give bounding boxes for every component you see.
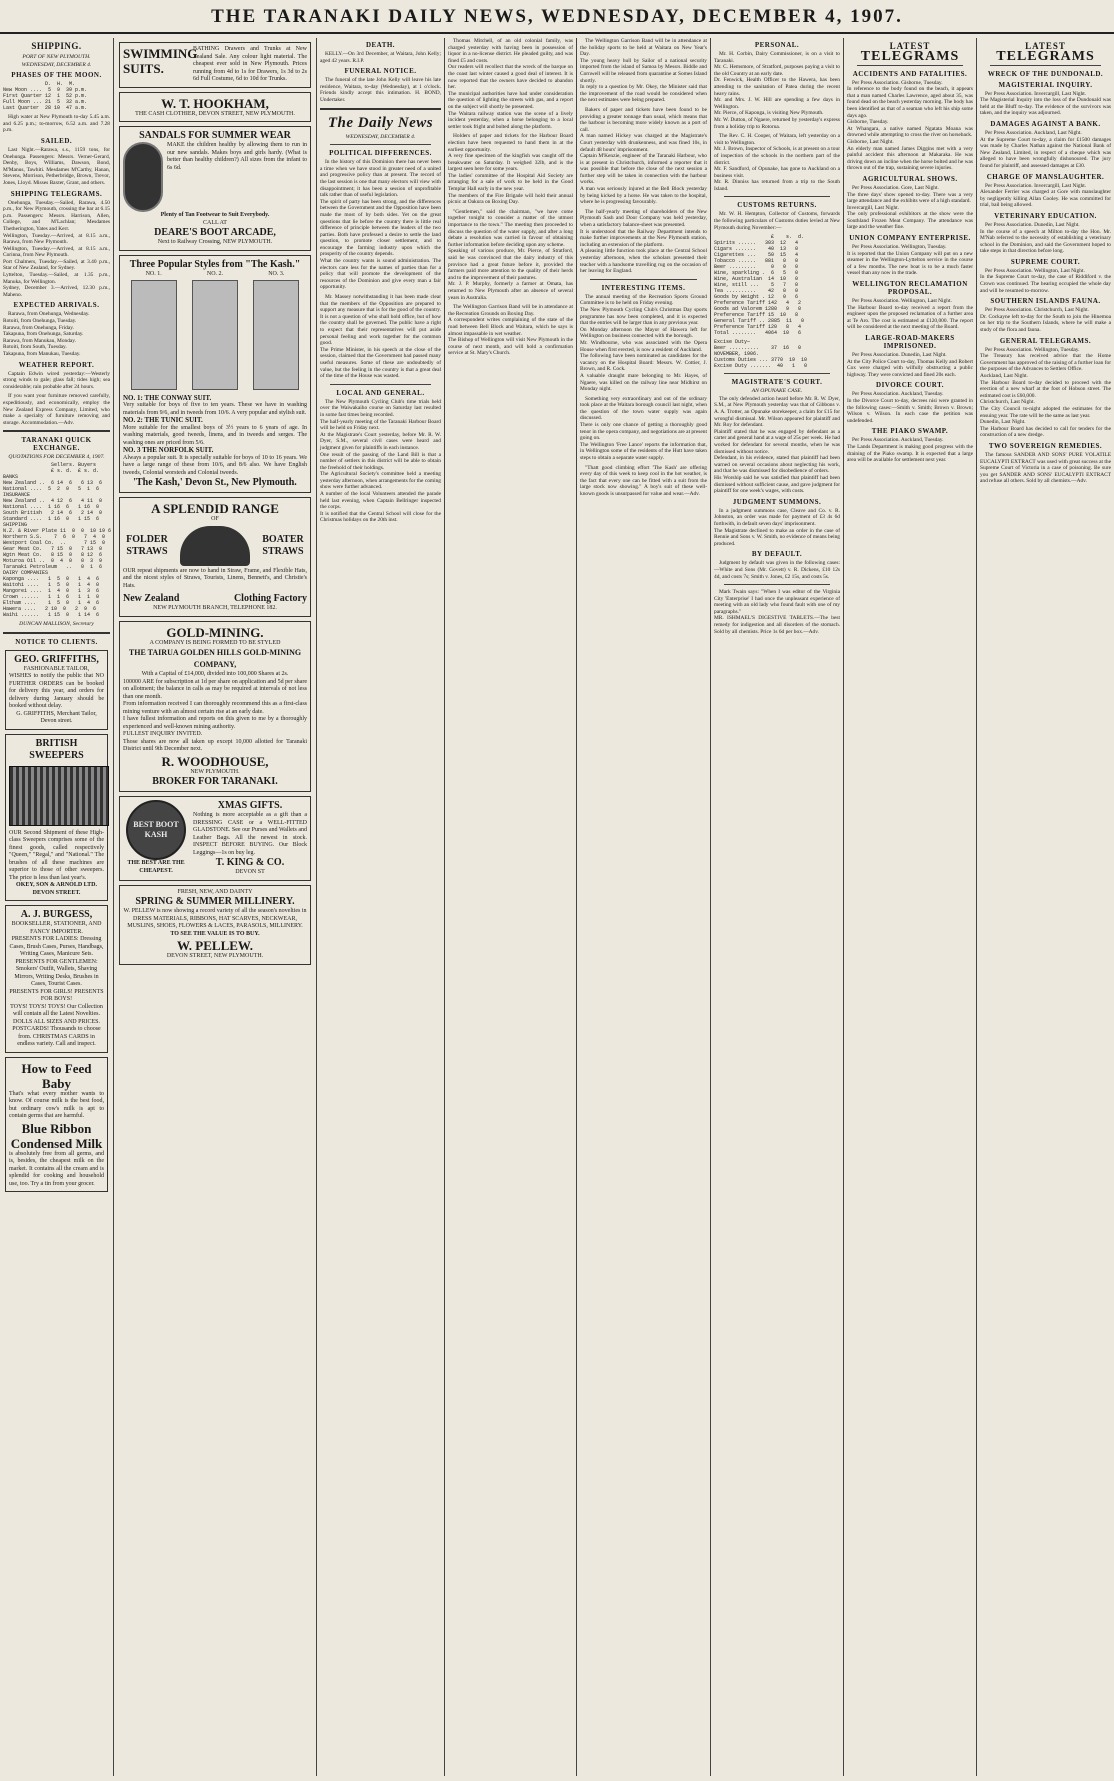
nz-branch: NEW PLYMOUTH BRANCH, TELEPHONE 182. bbox=[153, 605, 277, 612]
customs-heading: CUSTOMS RETURNS. bbox=[737, 201, 817, 210]
boy-figure-illustration bbox=[131, 280, 177, 390]
xmas-gifts-advert bbox=[119, 796, 311, 881]
range-text: OUR repeat shipments are now to hand in Straw, Frame, and Flexible Hats, and the nicest styles of Straws, Tourists, Linens, Bennett's, and Christie's Hats. bbox=[123, 567, 307, 589]
boater-straws: BOATER STRAWS bbox=[262, 533, 304, 557]
local-heading: LOCAL AND GENERAL. bbox=[336, 388, 425, 397]
sailed-text: Last Night.—Rarawa, s.s., 1159 tons, for Onehunga. Passengers: Messrs. Verner-Gerard, Denby, Boys, Williams, Dawson, Bond, M'Manus, Tawhiti. Mesdames M'Carthy, Hanan, Stevens, Morrison, Petherbridge, Brown, Trevor, Jones, Lloyd. Misses Baxter, Grant, and others. bbox=[3, 146, 110, 186]
blue-ribbon-text: is absolutely free from all germs, and is, besides, the cheapest milk on the market. It contains all the cream and is splendid for cooking and household use, too. Try a tin from your grocer. bbox=[9, 1150, 104, 1187]
sweepers-advert bbox=[5, 734, 108, 902]
millinery-title: SPRING & SUMMER MILLINERY. bbox=[135, 896, 295, 908]
magistrate-text: The only defended action heard before Mr. R. W. Dyer, S.M., at New Plymouth yesterday was that of Gibbons v. A. A. Trotter, an Opunake storekeeper, a claim for £15 for wrongful dismissal. Mr. Wilson appeared for plaintiff and Mr. Roy for defendant. Plaintiff stated that he was engaged by defendant as a carter and general hand at a wage of 25s per week. He had worked for defendant for several months, when he was dismissed without notice. Defendant, in his evidence, stated that plaintiff had been warned on several occasions about neglecting his work, and that he was dismissed for disobedience of orders. His Worship said he was satisfied that plaintiff had been dismissed without sufficient cause, and gave judgment for plaintiff for one week's wages, with costs. bbox=[714, 395, 840, 495]
kash-no3-text: Always a popular suit. It is specially suitable for boys of 10 to 16 years. We have a large range of these from 10/6, and 8/6 also. We have English tweeds, Colonial worsteds and Colonial tweeds. bbox=[123, 454, 307, 476]
column-personal bbox=[711, 38, 843, 1774]
feed-baby-advert bbox=[5, 1057, 108, 1193]
general-text: Per Press Association. Wellington, Tuesday. The Treasury has received advice that the Home Government has approved of the raising of a further loan for the purposes of the Advances to Settlers Office. Auckland, Last Night. The Harbour Board to-day decided to proceed with the erection of a new wharf at the foot of Hobson street. The estimated cost is £60,000. Christchurch, Last Night. The City Council to-night adopted the estimates for the ensuing year. The rate will be the same as last year. Dunedin, Last Night. The Harbour Board has decided to call for tenders for the construction of a new dredge. bbox=[980, 346, 1111, 439]
vet-text: Per Press Association. Dunedin, Last Night. In the course of a speech at Milton to-day the Hon. Mr. M'Nab referred to the necessity of establishing a veterinary school in the Dominion, and said the Government hoped to take steps in that direction before long. bbox=[980, 221, 1111, 255]
news-text-b: Bakers of paper and tickets have been found to be providing a greater tonnage than usual, which means that the harbour is becoming more widely known as a port of call. A man named Hickey was charged at the Magistrate's Court yesterday with drunkenness, and was fined 10s, in default 48 hours' imprisonment. Captain M'Kenzie, engineer of the Taranaki Harbour, who is at present in Christchurch, informed a reporter that it was possible that before the close of the next session a further step will be taken in connection with the harbour works. A man was seriously injured at the Bell Block yesterday by being kicked by a horse. He was taken to the hospital, where he is progressing favourably. bbox=[580, 106, 707, 206]
swimming-title: SWIMMING SUITS. bbox=[123, 46, 198, 76]
exchange-heading: TARANAKI QUICK EXCHANGE. bbox=[21, 436, 92, 453]
news-text-b: Holders of paper and tickets for the Harbour Board election have been requested to hand them in at the earliest opportunity. A very fine specimen of the kingfish was caught off the breakwater on Saturday. It weighed 32lb, and is the largest seen here for some years. The ladies' committee of the Hospital Aid Society are arranging for a sale of work to be held in the Good Templar Hall early in the new year. The members of the Fire Brigade will hold their annual picnic at Oakura on Boxing Day. bbox=[448, 133, 573, 206]
sandals-text: MAKE the children healthy by allowing them to run in our new sandals. Makes boys and girls hardy. (What is better than healthy children?) All sizes from the infant to 6s 6d. bbox=[167, 142, 307, 171]
sandals-advert bbox=[119, 126, 311, 251]
road-makers-text: Per Press Association. Dunedin, Last Night. At the City Police Court to-day, Thomas Kelly and Robert Cox were charged with wilfully obstructing a public highway. They were convicted and fined 20s each. bbox=[847, 352, 973, 378]
gold-title: GOLD-MINING. bbox=[166, 624, 264, 640]
personal-heading: PERSONAL. bbox=[754, 41, 800, 49]
default-text: Judgment by default was given in the following cases:—White and Sons (Mr. Govett) v. R. Dickens, £10 12s 4d, and costs 7s; Smith v. Jones, £2 15s, and costs 5s. bbox=[714, 560, 840, 580]
magistrate-heading: MAGISTRATE'S COURT. bbox=[731, 378, 823, 387]
shipping-heading: SHIPPING. bbox=[31, 41, 82, 51]
accidents-text: Per Press Association. Gisborne, Tuesday. In reference to the body found on the beach, it appears that a man named Charles Lawrence, aged about 35, was found dead on the beach yesterday morning. The body has been identified as that of a seaman who left his ship some days ago. Gisborne, Tuesday. At Whangara, a native named Ngatata Moana was drowned while attempting to cross the river on horseback. Gisborne, Last Night. An elderly man named James Diggins met with a very painful accident this afternoon at Makaraka. He was driving down an incline when the horse bolted and he was thrown out of the trap, sustaining severe injuries. bbox=[847, 79, 973, 172]
road-makers-heading: LARGE-ROAD-MAKERS IMPRISONED. bbox=[865, 334, 955, 350]
sandals-title: SANDALS FOR SUMMER WEAR bbox=[139, 130, 291, 141]
boy-figure-illustration bbox=[192, 280, 238, 390]
weather-text: Captain Edwin wired yesterday:—Westerly strong winds to gale; glass fall; tides high; sea considerable; rain probable after 24 hours. bbox=[3, 370, 110, 390]
straw-hats-advert bbox=[119, 497, 311, 617]
masthead bbox=[0, 0, 1114, 34]
column-editorial bbox=[317, 38, 444, 1774]
political-text-continued: Mr. Massey notwithstanding it has been made clear that the members of the Opposition are prepared to support any measure that is for the good of the country. It is not a question of who shall hold office, but of how the country shall be governed. The public have a right to expect that their representatives will put aside personal feeling and work together for the common good. The Prime Minister, in his speech at the close of the session, claimed that the Government had passed many useful measures. Some of these are undoubtedly of value, but the feeling in the country is that a great deal of the time of the House was wasted. bbox=[320, 294, 441, 380]
divorce-text: Per Press Association. Auckland, Tuesday. In the Divorce Court to-day, decrees nisi were granted in the following cases:—Smith v. Smith; Brown v. Brown; Wilson v. Wilson. In each case the petition was undefended. bbox=[847, 391, 973, 424]
sweeper-illustration bbox=[9, 766, 109, 826]
union-heading: UNION COMPANY ENTERPRISE. bbox=[849, 234, 971, 243]
xmas-title: XMAS GIFTS. bbox=[217, 800, 283, 812]
pellew-address: DEVON STREET, NEW PLYMOUTH. bbox=[166, 953, 264, 960]
griffiths-signature: G. GRIFFITHS, Merchant Tailor, Devon street. bbox=[16, 710, 97, 725]
millinery-advert bbox=[119, 885, 311, 965]
nz-right: Clothing Factory bbox=[233, 593, 307, 605]
political-text: In the history of this Dominion there has never been a time when we have stood in greater need of a united and progressive policy than at present. The record of the last session is one that many electors will view with disappointment; it has been a session of unprofitable talk rather than of useful legislation. The spirit of party has been strong, and the differences between the Government and the Opposition have been made the most of by both sides. Yet on the great questions that lie before the country there is little real difference of principle between the leaders of the two parties. Both have professed a desire to settle the land question, to promote closer settlement, and to encourage the farming industry upon which the prosperity of the country depends. What the country wants is sound administration. The electors care less for the names of parties than for a policy that will promote the development of the resources of the Dominion and give every man a fair opportunity. bbox=[320, 159, 441, 291]
divorce-heading: DIVORCE COURT. bbox=[876, 381, 944, 390]
divider bbox=[990, 65, 1101, 66]
magistrate-subheading: AN OPUNAKE CASE. bbox=[751, 388, 803, 395]
feed-baby-title: How to Feed Baby bbox=[21, 1060, 92, 1091]
swimming-text: BATHING Drawers and Trunks at New Zealand Sale. Any colour light material. The cheapest ever sold in New Plymouth. Prices running from 4d to 1s for Drawers, 1s 3d to 2s 6d Full Costume, 6d to 10d for Trunks. bbox=[193, 46, 307, 82]
exchange-subheading: QUOTATIONS FOR DECEMBER 4, 1907. bbox=[8, 454, 105, 461]
deare-name: DEARE'S BOOT ARCADE, bbox=[154, 227, 276, 238]
interesting-text: The annual meeting of the Recreation Sports Ground Committee is to be held on Friday evening. The New Plymouth Cycling Club's Christmas Day sports programme has now been completed, and it is expected that the entries will be larger than in any previous year. On Monday afternoon the Mayor of Hawera left for Wellington on business connected with the borough. Mr. Windbourne, who was associated with the Opera House when first erected, is now a resident of Auckland. The following have been nominated as candidates for the vacancy on the Hospital Board: Messrs. W. Cottier, J. Brown, and R. Cock. A valuable draught mare belonging to Mr. Hayes, of Ngaere, was killed on the railway line near Midhirst on Monday night. bbox=[580, 293, 707, 393]
blue-ribbon-title: Blue Ribbon Condensed Milk bbox=[10, 1120, 103, 1151]
default-heading: BY DEFAULT. bbox=[751, 550, 803, 559]
exchange-signature: DUNCAN MALLISON, Secretary bbox=[19, 620, 94, 627]
union-text: Per Press Association. Wellington, Tuesday. It is reported that the Union Company will put on a new steamer in the Wellington-Lyttelton service in the course of a few months. The new boat is to be a much faster vessel than any now in the trade. bbox=[847, 244, 973, 277]
notice-heading: NOTICE TO CLIENTS. bbox=[15, 637, 98, 646]
divider bbox=[724, 196, 830, 197]
griffiths-text: WISHES to notify the public that NO FURTHER ORDERS can be booked for delivery this year, and orders for delivery during January should be booked without delay. bbox=[9, 673, 104, 710]
divider bbox=[330, 144, 431, 145]
accidents-heading: ACCIDENTS AND FATALITIES. bbox=[852, 69, 968, 78]
manslaughter-text: Per Press Association. Invercargill, Last Night. Alexander Ferrier was charged at Gore with manslaughter by negligently killing Allan Cooley. He was committed for trial, bail being allowed. bbox=[980, 182, 1111, 209]
woodhouse-subtitle: NEW PLYMOUTH. bbox=[190, 768, 240, 775]
gold-subtitle: A COMPANY IS BEING FORMED TO BE STYLED bbox=[149, 639, 281, 646]
griffiths-advert bbox=[5, 650, 108, 730]
burgess-title: A. J. BURGESS, bbox=[20, 909, 93, 921]
funeral-heading: FUNERAL NOTICE. bbox=[344, 67, 417, 76]
divider bbox=[590, 279, 697, 280]
kash-title: Three Popular Styles from "The Kash." bbox=[129, 258, 301, 270]
inquiry-text: Per Press Association. Invercargill, Last Night. The Magisterial Inquiry into the loss of the Dundonald was held at the Bluff to-day. The evidence of the survivors was taken, and the inquiry was adjourned. bbox=[980, 90, 1111, 117]
sweepers-firm: OKEY, SON & ARNOLD LTD. DEVON STREET. bbox=[16, 882, 97, 896]
sweepers-text: OUR Second Shipment of these High-class Sweepers comprises some of the finest goods, called respectively "Queen," "Regal," and "National." The brushes of all these machines are superior to those of other sweepers. The price is less than last year's. bbox=[9, 829, 104, 881]
woodhouse-name: R. WOODHOUSE, bbox=[161, 753, 269, 769]
kash-label: NO. 3. bbox=[268, 270, 285, 277]
feed-baby-text: That's what every mother wants to know. Of course milk is the best food, but ordinary cow's milk is apt to contain germs that are harmful. bbox=[9, 1090, 104, 1120]
fauna-heading: SOUTHERN ISLANDS FAUNA. bbox=[990, 297, 1101, 306]
kash-no1-text: Very suitable for boys of five to ten years. These we have in washing materials from 9/6, and in tweeds from 10/6. A very popular and stylish suit. bbox=[123, 402, 307, 416]
tking-name: T. KING & CO. bbox=[215, 857, 285, 869]
column-adverts bbox=[114, 38, 316, 1774]
reclamation-text: Per Press Association. Wellington, Last Night. The Harbour Board to-day received a report from the engineer upon the proposed reclamation of a further area at Te Aro. The cost is estimated at £120,000. The report will be considered at the next meeting of the Board. bbox=[847, 298, 973, 331]
kash-no2-text: More suitable for the smallest boys of 3½ years to 6 years of age. In washing materials, good tweeds, linens, and in tweeds and serges. The washing ones are priced from 5/6. bbox=[123, 424, 307, 446]
news-text-d: Something very extraordinary and out of the ordinary took place at the Waitara borough council last night, when the question of the town water supply was again discussed. There is only one chance of getting a thoroughly good tenor in the opera company, and negotiations are at present going on. The Wellington 'Free Lance' reports the information that, in Wellington some of the residents of the Hutt have taken steps to obtain a separate water supply. bbox=[580, 395, 707, 462]
port-line: PORT OF NEW PLYMOUTH. bbox=[22, 54, 91, 60]
millinery-items: DRESS MATERIALS, RIBBONS, HAT SCARVES, NECKWEAR, MUSLINS, SHOES, FLOWERS & LACES, PARASOLS, MILLINERY. bbox=[127, 915, 303, 930]
millinery-text: W. PELLEW is now showing a record variety of all the season's novelties in bbox=[123, 908, 307, 915]
closing-text: Mark Twain says: "When I was editor of the Virginia City 'Enterprise' I had once the unpleasant experience of meeting with an old lady who found fault with one of my paragraphs." MR. ISHMAEL'S DIGESTIVE TABLETS.—The best remedy for indigestion and all disorders of the stomach. Sold by all chemists. Price 1s 6d per box.—Adv. bbox=[714, 589, 840, 635]
sweepers-title: BRITISH SWEEPERS bbox=[29, 737, 84, 761]
tide-text: High water at New Plymouth to-day 5.45 a.m. and 6.25 p.m.; to-morrow, 6.52 a.m. and 7.28 p.m. bbox=[3, 114, 110, 134]
kash-no3-title: NO. 3 THE NORFOLK SUIT. bbox=[123, 446, 214, 455]
boy-figure-illustration bbox=[253, 280, 299, 390]
piako-text: Per Press Association. Auckland, Tuesday. The Lands Department is making good progress with the draining of the Piako swamp. It is expected that a large area will be available for settlement next year. bbox=[847, 437, 973, 464]
customs-table: £ s. d. Spirits ...... 303 12 4 Cigars ....... 40 13 0 Cigarettes ... 50 15 4 Tobacco ...... 881 0 0 Beer ......... 0 0 0 Wine, sparkling . 6 5 0 Wine, Australian 14 10 0 Wine, still ... 5 7 0 Tea .......... 42 0 0 Goods by Weight . 12 0 6 Preference Tariff 142 4 2 Goods ad Valorem 1280 9 0 Preference Tariff 15 10 8 General Tariff .. 2885 11 0 Preference Tariff 120 8 4 Total ........ 4064 10 6 bbox=[714, 234, 805, 337]
remedies-text: The famous SANDER AND SONS' PURE VOLATILE EUCALYPTI EXTRACT was used with great success at the Supreme Court of Victoria in a case of poisoning. Be sure you get SANDER AND SONS' EUCALYPTI EXTRACT and refuse all others. Sold by all chemists.—Adv. bbox=[980, 451, 1111, 485]
nz-left: New Zealand bbox=[123, 593, 180, 605]
divider bbox=[3, 430, 110, 432]
moon-table: D. H. M. New Moon .... 5 9 39 p.m. First Quarter 12 1 52 p.m. Full Moon ... 21 5 32 a.m. Last Quarter 28 10 47 a.m. bbox=[3, 81, 88, 112]
manslaughter-heading: CHARGE OF MANSLAUGHTER. bbox=[986, 172, 1105, 181]
burgess-subtitle: BOOKSELLER, STATIONER, AND FANCY IMPORTER. bbox=[11, 921, 102, 935]
swimming-advert bbox=[119, 42, 311, 88]
remedies-heading: TWO SOVEREIGN REMEDIES. bbox=[988, 441, 1103, 450]
vet-heading: VETERINARY EDUCATION. bbox=[994, 211, 1097, 220]
dundonald-heading: WRECK OF THE DUNDONALD. bbox=[987, 69, 1104, 78]
kash-advert bbox=[119, 255, 311, 494]
local-text: The New Plymouth Cycling Club's time trials held over the Waiwakaiho course on Saturday last resulted in some fast times being recorded. The half-yearly meeting of the Taranaki Harbour Board will be held on Friday next. At the Magistrate's Court yesterday, before Mr. R. W. Dyer, S.M., several civil cases were heard and judgment given for plaintiffs in each instance. One result of the passing of the Land Bill is that a number of settlers in this district will be able to obtain the freehold of their holdings. The Agricultural Society's committee held a meeting yesterday afternoon, when arrangements for the coming show were further advanced. A number of the local Volunteers attended the parade held last evening, when Captain Bellringer inspected the corps. It is notified that the Central School will close for the Christmas holidays on the 20th inst. bbox=[320, 398, 441, 524]
news-text-e: "Thatt good climbing effort 'The Kash' are offering every day of this week to keep cool in the hot weather, is the fact that every one can be fitted with a suit from the large stock now showing." A boy's suit of these well-known goods is unsurpassed for value and wear.—Adv. bbox=[580, 464, 707, 497]
judgment-heading: JUDGMENT SUMMONS. bbox=[732, 497, 822, 506]
supreme-heading: SUPREME COURT. bbox=[1010, 257, 1081, 266]
news-text-c: "Gentlemen," said the chairman, "we have come together tonight to consider a matter of the utmost importance to the town." The meeting then proceeded to discuss the question of the water supply, and after a long debate a resolution was carried in favour of obtaining further information before deciding upon any scheme. Speaking of various produce, Mr. Pierce, of Stratford, said he was convinced that the dairy industry of this province had a great future before it, provided the farmers paid more attention to the quality of their herds and to the improvement of their pastures. Mr. J. P. Murphy, formerly a farmer at Omata, has returned to New Plymouth after an absence of several years in Australia. bbox=[448, 208, 573, 301]
general-heading: GENERAL TELEGRAMS. bbox=[999, 336, 1092, 345]
column-news-2 bbox=[577, 38, 710, 1774]
tking-address: DEVON ST bbox=[235, 869, 265, 876]
masthead-title: THE TARANAKI DAILY NEWS, WEDNESDAY, DECEMBER 4, 1907. bbox=[211, 6, 903, 27]
personal-text: Mr. H. Corbin, Dairy Commissioner, is on a visit to Taranaki. Mr. C. Hemsmore, of Stratford, purposes paying a visit to the old Country at an early date. Dr. Fenwick, Health Officer to the Hawera, has been attending to the sanitation of Patea during the recent heavy rains. Mr. and Mrs. J. W. Hill are spending a few days in Wellington. Mr. Pierce, of Kaponga, is visiting New Plymouth. Mr. W. Dutton, of Ngaere, returned by yesterday's express from a holiday trip to Rotorua. bbox=[714, 51, 840, 130]
tking-best: THE BEST ARE THE CHEAPEST. bbox=[127, 860, 185, 874]
deare-plenty: Plenty of Tan Footwear to Suit Everybody. bbox=[160, 212, 270, 218]
paper-title: The Daily News bbox=[327, 114, 434, 131]
burgess-advert bbox=[5, 905, 108, 1053]
divider bbox=[3, 632, 110, 634]
expected-text: Rarawa, from Onehunga, Wednesday. Rotoiti, from Onehunga, Tuesday. Rarawa, from Onehunga, Friday. Takapuna, from Onehunga, Saturday. Rarawa, from Manukau, Monday. Rotoiti, from South, Tuesday. Takapuna, from Manukau, Tuesday. bbox=[3, 311, 90, 357]
column-news-1 bbox=[445, 38, 576, 1774]
piako-heading: THE PIAKO SWAMP. bbox=[871, 427, 949, 436]
funeral-text: The funeral of the late John Kelly will leave his late residence, Waitara, to-day (Wednesday), at 1 o'clock. Friends kindly accept this intimation. H. BOND, Undertaker. bbox=[320, 77, 441, 103]
divider bbox=[857, 65, 963, 66]
judgment-text: In a judgment summons case, Cleave and Co. v. R. Johnston, an order was made for payment of £3 4s 6d forthwith, in default seven days' imprisonment. The Magistrate declined to make an order in the case of Rennie and Sons v. W. Smith, no evidence of means being produced. bbox=[714, 507, 840, 547]
news-text-a: Thomas Mitchell, of an old colonial family, was charged yesterday with having been in possession of liquor in a no-license district. He pleaded guilty, and was fined £5 and costs. Our readers will recollect that the wreck of the barque on the coast last winter caused a good deal of interest. It is now reported that the owners have decided to abandon her. The municipal authorities have had under consideration the question of lighting the streets with gas, and a report on the subject will shortly be presented. The Waitara railway station was the scene of a lively incident yesterday, when a horse belonging to a local settler took fright and bolted along the platform. bbox=[448, 38, 573, 130]
removal-advert: If you want your furniture removed carefully, expeditiously, and economically, employ the New Zealand Express Company, Limited, who make a specialty of furniture removing and storage. Accommodation.—Adv. bbox=[3, 393, 110, 426]
kash-label: NO. 2. bbox=[206, 270, 224, 277]
reclamation-heading: WELLINGTON RECLAMATION PROPOSAL. bbox=[852, 280, 968, 297]
agri-heading: AGRICULTURAL SHOWS. bbox=[862, 174, 958, 183]
telegrams-latest: LATEST bbox=[1025, 41, 1066, 51]
death-text: KELLY.—On 3rd December, at Waitara, John Kelly; aged 42 years. R.I.P. bbox=[320, 51, 441, 64]
kash-no1-title: NO. 1: THE CONWAY SUIT. bbox=[123, 393, 212, 402]
folder-straws: FOLDER STRAWS bbox=[126, 533, 168, 557]
gold-text: From information received I can thoroughly recommend this as a first-class mining venture with an almost certain rise at an early date. I have fullest information and reports on this given to me by a thoroughly experienced and well-known mining authority. FULLEST INQUIRY INVITED. Those shares are now all taken up except 10,000 allotted for Taranaki District until 9th December next. bbox=[123, 701, 307, 753]
pellew-name: W. PELLEW. bbox=[177, 938, 253, 954]
sailed-heading: SAILED. bbox=[40, 136, 73, 145]
exchange-table: Sellers. Buyers £ s. d. £ s. d. BANKS New Zealand .. 6 14 6 6 13 6 National .... 5 2 0 5 1 6 INSURANCE New Zealand .. 4 12 6 4 11 0 National .... 1 16 6 1 16 0 South British 2 14 6 2 14 0 Standard .... 1 16 0 1 15 6 SHIPPING N.Z. & River Plate 11 0 0 10 19 6 Northern S.S. 7 6 0 7 4 0 Westport Coal Co. .. 7 15 0 Gear Meat Co. 7 15 0 7 13 0 Wgtn Meat Co. 8 15 0 8 12 6 Moturoa Oil .. 0 4 0 0 3 9 Taranaki Petroleum .. 0 1 6 DAIRY COMPANIES Kaponga .... 1 5 0 1 4 6 Waitohi .... 1 5 0 1 4 0 Mangorei .... 1 4 0 1 3 6 Crown ...... 1 1 6 1 1 0 Eltham .... 1 5 0 1 4 6 Hawera .... 2 10 0 2 9 6 Waihi ...... 1 15 0 1 14 6 bbox=[3, 461, 112, 618]
hookham-advert bbox=[119, 92, 311, 123]
griffiths-role: FASHIONABLE TAILOR, bbox=[23, 665, 90, 672]
customs-excise-table: Excise Duty— Beer .......... 37 16 0 NOVEMBER, 1906. Customs Duties ... 3770 19 10 Excise Duty ....... 40 1 0 bbox=[714, 339, 808, 370]
interesting-heading: INTERESTING ITEMS. bbox=[601, 283, 686, 292]
expected-heading: EXPECTED ARRIVALS. bbox=[13, 301, 100, 310]
shipping-telegrams-heading: SHIPPING TELEGRAMS. bbox=[10, 189, 103, 198]
divider bbox=[724, 584, 830, 585]
column-telegrams-2 bbox=[977, 38, 1114, 1774]
news-text-a: The Wellington Garrison Band will be in attendance at the holiday sports to be held at Waitara on New Year's Day. The young heavy hull by Sailor of a national security imported from the island of Samoa by Messrs. Biddle and Cornwell will be released from quarantine at Somes Island shortly. In reply to a question by Mr. Okey, the Minister said that the improvement of the road would be considered when the next estimates were being prepared. bbox=[580, 38, 707, 104]
fauna-text: Per Press Association. Christchurch, Last Night. Dr. Cockayne left to-day for the South to join the Hinemoa on her trip to the Southern Islands, where he will make a study of the flora and fauna. bbox=[980, 307, 1111, 334]
customs-intro: Mr. W. H. Hempton, Collector of Customs, forwards the following particulars of Customs duties levied at New Plymouth during November:— bbox=[714, 211, 840, 231]
news-text-c: The half-yearly meeting of shareholders of the New Plymouth Sash and Door Company was held yesterday, when a satisfactory balance-sheet was presented. It is understood that the Railway Department intends to make further improvements at the New Plymouth station, including an extension of the platform. A pleasing little function took place at the Central School yesterday afternoon, when the scholars presented their teacher with a handsome travelling rug on the occasion of her leaving for England. bbox=[580, 208, 707, 275]
griffiths-name: GEO. GRIFFITHS, bbox=[14, 653, 99, 665]
xmas-text: Nothing is more acceptable as a gift than a DRESSING CASE or a WELL-FITTED GLADSTONE. See our Purses and Wallets and Leather Bags. All the newest in stock. INSPECT BEFORE BUYING. Our Block Leggings—1s on buy leg. bbox=[193, 812, 307, 856]
agri-text: Per Press Association. Gore, Last Night. The three days' show opened to-day. There was a very large attendance and the exhibits were of a high standard. Invercargill, Last Night. The only professional exhibitors at the show were the Southland Frozen Meat Company. The attendance was large and the weather fine. bbox=[847, 184, 973, 231]
political-heading: POLITICAL DIFFERENCES. bbox=[329, 149, 432, 158]
sandal-illustration bbox=[123, 142, 163, 212]
death-heading: DEATH. bbox=[365, 41, 396, 49]
kash-footer: 'The Kash,' Devon St., New Plymouth. bbox=[133, 477, 297, 489]
gold-offer: 100000 ARE for subscription at 1d per share on application and 5d per share on allotment; the balance in calls as may be required at intervals of not less than one month. bbox=[123, 678, 307, 700]
column-shipping bbox=[0, 38, 113, 1774]
column-telegrams-1 bbox=[844, 38, 976, 1774]
personal-text-continued: The Rev. C. H. Cooper, of Waitara, left yesterday on a visit to Wellington. Mr. J. Brown, Inspector of Schools, is at present on a tour of inspection of the schools in the northern part of the district. Mr. F. Sandford, of Opunake, has gone to Auckland on a business visit. Mr. R. Dinniss has returned from a trip to the South Island. bbox=[714, 133, 840, 192]
news-text-d: The Wellington Garrison Band will be in attendance at the Recreation Grounds on Boxing Day. A correspondent writes complaining of the state of the road between Bell Block and Waitara, which he says is almost impassable in wet weather. The Bishop of Wellington will visit New Plymouth in the course of next month, and will hold a confirmation service at St. Mary's Church. bbox=[448, 304, 573, 357]
boot-logo-icon: BEST BOOT KASH bbox=[126, 800, 186, 860]
millinery-subtitle: FRESH, NEW, AND DAINTY bbox=[177, 888, 253, 895]
kash-no2-title: NO. 2: THE TUNIC SUIT. bbox=[123, 416, 203, 425]
woodhouse-role: BROKER FOR TARANAKI. bbox=[152, 776, 278, 788]
kash-label: NO. 1. bbox=[145, 270, 162, 277]
burgess-text: PRESENTS FOR LADIES: Dressing Cases, Brush Cases, Purses, Handbags, Writing Cases, Manicure Sets. PRESENTS FOR GENTLEMEN: Smokers' Outfit, Wallets, Shaving Mirrors, Writing Desks, Brushes in Cases, Tourist Cases. PRESENTS FOR GIRLS! PRESENTS FOR BOYS! TOYS! TOYS! TOYS! Our Collection will contain all the Latest Novelties. DOLLS ALL SIZES AND PRICES. POSTCARDS! Thousands to choose from. CHRISTMAS CARDS in endless variety. Call and inspect. bbox=[9, 936, 104, 1048]
telegrams-latest: LATEST bbox=[889, 41, 931, 51]
telegrams-heading: TELEGRAMS bbox=[996, 49, 1095, 64]
inquiry-heading: MAGISTERIAL INQUIRY. bbox=[998, 80, 1093, 89]
weather-heading: WEATHER REPORT. bbox=[18, 360, 95, 369]
deare-address: Next to Railway Crossing, NEW PLYMOUTH. bbox=[157, 239, 273, 245]
gold-company: THE TAIRUA GOLDEN HILLS GOLD-MINING COMPANY, bbox=[128, 648, 302, 670]
range-of: OF bbox=[211, 516, 219, 523]
gold-capital: With a Capital of £14,000, divided into 100,000 Shares at 2s. bbox=[141, 671, 289, 678]
hookham-name: W. T. HOOKHAM, bbox=[161, 95, 269, 111]
gold-mining-advert bbox=[119, 621, 311, 793]
telegrams-heading: TELEGRAMS bbox=[860, 49, 960, 64]
deare-call: CALL AT bbox=[203, 219, 227, 226]
range-title: A SPLENDID RANGE bbox=[151, 501, 279, 517]
hat-illustration bbox=[180, 526, 250, 566]
damages-text: Per Press Association. Auckland, Last Night. At the Supreme Court to-day, a claim for £1500 damages was made by Charles Nathan against the National Bank of New Zealand, Limited, in respect of a cheque which was alleged to have been wrongfully dishonoured. The jury found for plaintiff, and assessed damages at £30. bbox=[980, 129, 1111, 169]
supreme-text: Per Press Association. Wellington, Last Night. In the Supreme Court to-day, the case of Riddiford v. the Crown was continued. The hearing occupied the whole day and will be resumed to-morrow. bbox=[980, 267, 1111, 294]
shipping-telegrams-text: Onehunga, Tuesday.—Sailed, Rarawa, 4.50 p.m., for New Plymouth, crossing the bar at 6.15 p.m. Passengers: Messrs. Harrison, Allen, College, and M'Lachlan; Mesdames Thetherington, Yates and Kerr. Wellington, Tuesday.—Arrived, at 8.15 a.m., Rarawa, from New Plymouth. Wellington, Tuesday.—Arrived, at 8.15 a.m., Corinna, from New Plymouth. Port Chalmers, Tuesday.—Sailed, at 3.40 p.m., Star of New Zealand, for Sydney. Lyttelton, Tuesday.—Sailed, at 1.35 p.m., Manuka, for Wellington. Sydney, December 3.—Arrived, 12.30 p.m., Maheno. bbox=[3, 199, 110, 298]
divider bbox=[724, 373, 830, 374]
damages-heading: DAMAGES AGAINST A BANK. bbox=[990, 119, 1101, 128]
date-line: WEDNESDAY, DECEMBER 4. bbox=[21, 61, 92, 68]
divider bbox=[320, 108, 441, 110]
moon-heading: PHASES OF THE MOON. bbox=[11, 71, 102, 80]
millinery-cta: TO SEE THE VALUE IS TO BUY. bbox=[170, 930, 260, 937]
divider bbox=[330, 384, 431, 385]
hookham-subtitle: THE CASH CLOTHIER, DEVON STREET, NEW PLYMOUTH. bbox=[135, 110, 295, 117]
paper-date: WEDNESDAY, DECEMBER 4. bbox=[345, 133, 416, 140]
